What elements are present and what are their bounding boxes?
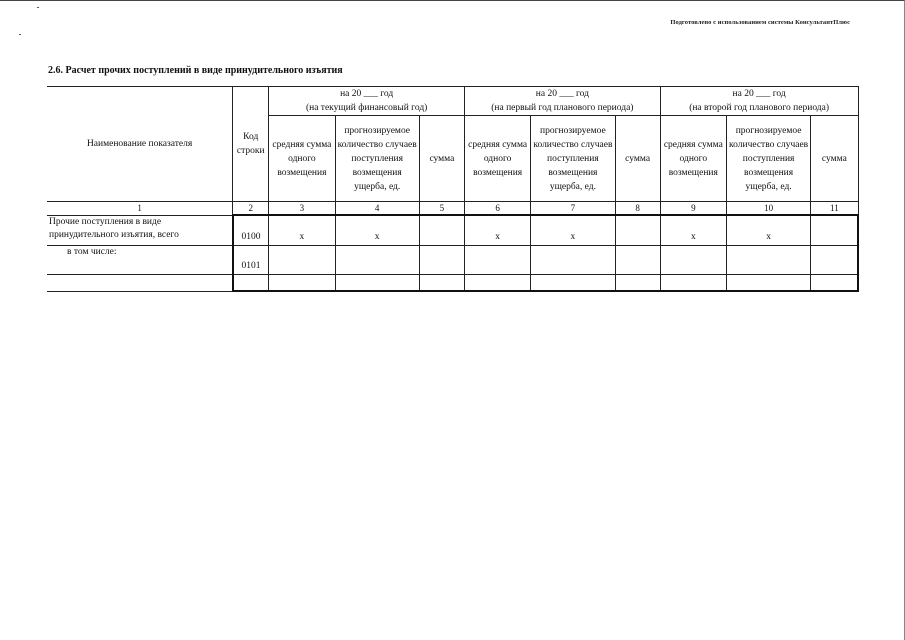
data-cell	[660, 275, 726, 292]
data-cell	[726, 275, 810, 292]
period-year-label: на 20 ___ год	[535, 89, 589, 99]
header-avg-amount: средняя сумма одного возмещения	[660, 116, 726, 202]
data-cell	[419, 275, 464, 292]
data-cell	[660, 246, 726, 275]
data-cell: x	[531, 215, 615, 246]
column-number: 2	[233, 202, 269, 216]
column-number: 10	[726, 202, 810, 216]
column-number: 1	[47, 202, 233, 216]
header-row-code: Код строки	[233, 87, 269, 202]
data-cell	[615, 246, 660, 275]
header-forecast-count: прогнозируемое количество случаев поступления возмещения ущерба, ед.	[531, 116, 615, 202]
column-number: 9	[660, 202, 726, 216]
data-cell: x	[726, 215, 810, 246]
data-cell	[465, 275, 531, 292]
header-sum: сумма	[615, 116, 660, 202]
period-label: (на первый год планового периода)	[491, 103, 634, 113]
data-cell	[531, 275, 615, 292]
column-number: 7	[531, 202, 615, 216]
data-cell	[811, 215, 858, 246]
data-cell	[419, 215, 464, 246]
header-period-current	[269, 87, 465, 116]
row-name	[47, 275, 233, 292]
data-cell	[726, 246, 810, 275]
consultant-note	[670, 19, 850, 26]
row-name: Прочие поступления в виде принудительного изъятия, всего	[47, 215, 233, 246]
period-label: (на второй год планового периода)	[689, 103, 830, 113]
column-number: 4	[335, 202, 419, 216]
column-number: 6	[465, 202, 531, 216]
scan-speck	[19, 34, 21, 35]
row-code	[233, 275, 269, 292]
row-code: 0100	[233, 215, 269, 246]
data-cell	[531, 246, 615, 275]
header-sum: сумма	[419, 116, 464, 202]
header-avg-amount: средняя сумма одного возмещения	[269, 116, 335, 202]
data-cell	[335, 246, 419, 275]
table-row-empty	[47, 275, 858, 292]
report-table	[47, 86, 859, 292]
data-cell: x	[335, 215, 419, 246]
data-cell	[615, 215, 660, 246]
column-number: 5	[419, 202, 464, 216]
row-name-text: в том числе:	[67, 247, 117, 257]
data-cell	[269, 246, 335, 275]
consultant-note-brand: КонсультантПлюс	[795, 19, 850, 26]
header-period-first	[465, 87, 661, 116]
section-title: 2.6. Расчет прочих поступлений в виде принудительного изъятия	[48, 65, 343, 76]
data-cell	[335, 275, 419, 292]
header-sum: сумма	[811, 116, 858, 202]
data-cell	[465, 246, 531, 275]
period-year-label: на 20 ___ год	[340, 89, 394, 99]
column-number: 8	[615, 202, 660, 216]
data-cell: x	[269, 215, 335, 246]
data-cell	[269, 275, 335, 292]
column-number: 3	[269, 202, 335, 216]
table-row-total	[47, 215, 858, 246]
data-cell	[615, 275, 660, 292]
scan-speck	[37, 7, 39, 8]
header-forecast-count: прогнозируемое количество случаев поступления возмещения ущерба, ед.	[335, 116, 419, 202]
data-cell	[419, 246, 464, 275]
consultant-note-prefix: Подготовлено с использованием системы	[670, 19, 796, 26]
row-name	[47, 246, 233, 275]
table-row-including	[47, 246, 858, 275]
header-indicator-name: Наименование показателя	[47, 87, 233, 202]
data-cell: x	[465, 215, 531, 246]
column-numbers-row	[47, 202, 858, 216]
row-code: 0101	[233, 246, 269, 275]
data-cell: x	[660, 215, 726, 246]
header-period-second	[660, 87, 858, 116]
header-row-periods	[47, 87, 858, 116]
header-forecast-count: прогнозируемое количество случаев поступления возмещения ущерба, ед.	[726, 116, 810, 202]
period-year-label: на 20 ___ год	[732, 89, 786, 99]
column-number: 11	[811, 202, 858, 216]
data-cell	[811, 246, 858, 275]
period-label: (на текущий финансовый год)	[305, 103, 428, 113]
data-cell	[811, 275, 858, 292]
header-avg-amount: средняя сумма одного возмещения	[465, 116, 531, 202]
